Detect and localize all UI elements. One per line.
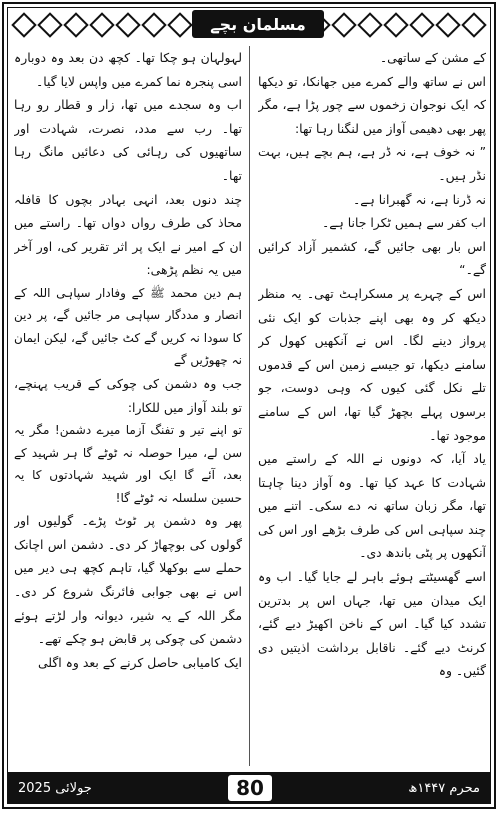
page-footer bbox=[8, 772, 490, 804]
paragraph: جب وہ دشمن کی چوکی کے قریب پہنچے، تو بلند آواز میں للکارا: bbox=[14, 375, 242, 415]
poem-line: اب کفر سے ہمیں ٹکرا جانا ہے۔ bbox=[322, 215, 486, 231]
paragraph: لہولہان ہو چکا تھا۔ کچھ دن بعد وہ دوبارہ اسی پنجرہ نما کمرے میں واپس لایا گیا۔ bbox=[14, 50, 242, 89]
poem-line: نہ ڈرنا ہے، نہ گھبرانا ہے۔ bbox=[353, 191, 486, 207]
article-columns bbox=[14, 46, 486, 768]
footer-date-gregorian: جولائی 2025 bbox=[18, 780, 92, 796]
paragraph: اب وہ سجدے میں تھا، زار و قطار رو رہا تھا۔ رب سے مدد، نصرت، شہادت اور ساتھیوں کی رہائی کی دعائیں مانگ رہا تھا۔ bbox=[14, 97, 242, 183]
paragraph: اس نے ساتھ والے کمرے میں جھانکا، تو دیکھا کہ ایک نوجوان زخموں سے چور پڑا ہے، مگر پھر بھی دھیمی آواز میں لنگنا رہا تھا: bbox=[258, 73, 486, 136]
poem-line: اس بار بھی جائیں گے، کشمیر آزاد کرائیں گے۔“ bbox=[258, 238, 486, 278]
right-column bbox=[258, 46, 486, 768]
paragraph: اسے گھسیٹتے ہوئے باہر لے جایا گیا۔ اب وہ ایک میدان میں تھا، جہاں اس پر بدترین تشدد کیا گیا۔ اس کے ناخن اکھیڑ دیے گئے، کرنٹ دیے گئے۔ ناقابل برداشت اذیتیں دی گئیں۔ وہ bbox=[258, 569, 486, 679]
poem-stanza: تو اپنے تیر و تفنگ آزما میرے دشمن! مگر یہ سن لے، میرا حوصلہ نہ ٹوٹے گا ہر شہید کے بعد، آئے گا ایک اور شہید شہادتوں کا یہ حسین سلسلہ نہ ٹوٹے گا! bbox=[14, 423, 242, 505]
paragraph: چند دنوں بعد، انہی بہادر بچوں کا قافلہ محاذ کی طرف رواں دواں تھا۔ راستے میں ان کے امیر نے ایک پر اثر تقریر کی، اور آخر میں یہ نظم پڑھی: bbox=[14, 191, 242, 278]
poem-line: ” نہ خوف ہے، نہ ڈر ہے، ہم بچے ہیں، بہت نڈر ہیں۔ bbox=[258, 144, 486, 183]
page-number: 80 bbox=[228, 775, 272, 801]
paragraph: کے مشن کے ساتھی۔ bbox=[379, 50, 486, 65]
paragraph: یاد آیا، کہ دونوں نے اللہ کے راستے میں شہادت کا عہد کیا تھا۔ وہ آواز دینا چاہتا تھا، مگر زبان ساتھ نہ دے سکی۔ اتنے میں چند سپاہی اس کی طرف بڑھے اور اس کی آنکھوں پر پٹی باندھ دی۔ bbox=[258, 451, 486, 561]
top-decorative-band bbox=[8, 8, 490, 42]
paragraph: اس کے چہرے پر مسکراہٹ تھی۔ یہ منظر دیکھ کر وہ بھی اپنے جذبات کو ایک نئی پرواز دینے لگا۔ اس نے آنکھیں کھول کر سامنے دیکھا، تو جیسے زمین اس کے قدموں تلے نکل گئی کیوں کہ وہی دوست، جو برسوں پہلے بچھڑ گیا تھا، اس کے سامنے موجود تھا۔ bbox=[258, 285, 486, 443]
paragraph: پھر وہ دشمن پر ٹوٹ پڑے۔ گولیوں اور گولوں کی بوچھاڑ کر دی۔ دشمن اس اچانک حملے سے بوکھلا گیا، تاہم کچھ ہی دیر میں اس نے بھی جوابی فائرنگ شروع کر دی۔ مگر اللہ کے یہ شیر، دیوانہ وار لڑتے ہوئے دشمن کی چوکی پر قابض ہو چکے تھے۔ bbox=[14, 513, 242, 647]
section-title-text: مسلمان بچے bbox=[210, 14, 306, 34]
paragraph: ایک کامیابی حاصل کرنے کے بعد وہ اگلی bbox=[37, 654, 242, 670]
poem-stanza: ہم دین محمد ﷺ کے وفادار سپاہی اللہ کے انصار و مددگار سپاہی مر جائیں گے، پر دین کا سودا نہ کریں گے کٹ جائیں گے، لیکن ایمان نہ چھوڑیں گے bbox=[14, 285, 242, 368]
left-column bbox=[14, 46, 242, 768]
footer-date-hijri: محرم ۱۴۴۷ھ bbox=[408, 780, 480, 796]
section-title bbox=[192, 10, 324, 38]
